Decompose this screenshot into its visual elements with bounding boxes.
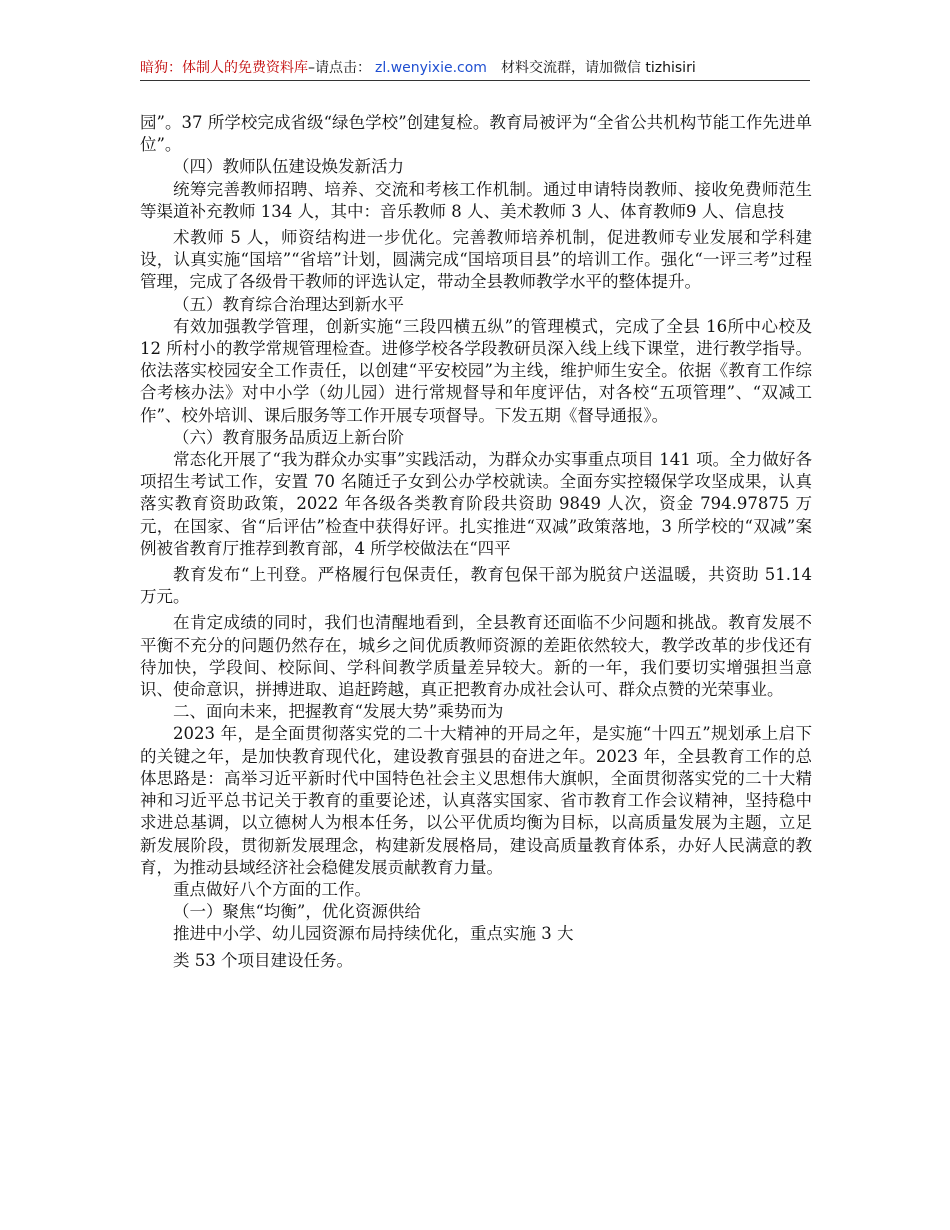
paragraph: 常态化开展了“我为群众办实事”实践活动，为群众办实事重点项目 141 项。全力做好各项招生考试工作，安置 70 名随迁子女到公办学校就读。全面夯实控辍保学攻坚成果，认真落实教育资助政策，2022 年各级各类教育阶段共资助 9849 人次，资金 794.97875 万元，在国家、省“后评估”检查中获得好评。扎实推进“双减”政策落地，3 所学校的“双减”案例被省教育厅推荐到教育部，4 所学校做法在“四平 <box>140 450 812 558</box>
section-heading-part-2: 二、面向未来，把握教育“发展大势”乘势而为 <box>173 702 504 722</box>
subsection-heading-1: （一）聚焦“均衡”，优化资源供给 <box>173 902 421 922</box>
paragraph: 重点做好八个方面的工作。 <box>173 879 371 899</box>
document-body <box>140 112 812 972</box>
paragraph: 有效加强教学管理，创新实施“三段四横五纵”的管理模式，完成了全县 16所中心校及 12 所村小的教学常规管理检查。进修学校各学段教研员深入线上线下课堂，进行教学指导。依法落实校园安全工作责任，以创建“平安校园”为主线，维护师生安全。依据《教育工作综合考核办法》对中小学（幼儿园）进行常规督导和年度评估，对各校“五项管理”、“双减工作”、校外培训、课后服务等工作开展专项督导。下发五期《督导通报》。 <box>140 316 812 425</box>
header-url-link[interactable]: zl.wenyixie.com <box>375 60 487 76</box>
paragraph: 统筹完善教师招聘、培养、交流和考核工作机制。通过申请特岗教师、接收免费师范生等渠道补充教师 134 人，其中：音乐教师 8 人、美术教师 3 人、体育教师9 人、信息技 <box>140 179 812 221</box>
paragraph: 教育发布“上刊登。严格履行包保责任，教育包保干部为脱贫户送温暖，共资助 51.14 万元。 <box>140 565 812 607</box>
section-heading-5: （五）教育综合治理达到新水平 <box>173 294 404 314</box>
section-heading-6: （六）教育服务品质迈上新台阶 <box>173 427 404 447</box>
paragraph: 术教师 5 人，师资结构进一步优化。完善教师培养机制，促进教师专业发展和学科建设，认真实施“国培”“省培”计划，圆满完成“国培项目县”的培训工作。强化“一评三考”过程管理，完成了各级骨干教师的评选认定，带动全县教师教学水平的整体提升。 <box>140 228 812 292</box>
header-prompt: –请点击： <box>308 60 371 76</box>
paragraph: 类 53 个项目建设任务。 <box>173 950 353 970</box>
paragraph: 2023 年，是全面贯彻落实党的二十大精神的开局之年，是实施“十四五”规划承上启下的关键之年，是加快教育现代化，建设教育强县的奋进之年。2023 年，全县教育工作的总体思路是：高举习近平新时代中国特色社会主义思想伟大旗帜，全面贯彻落实党的二十大精神和习近平总书记关于教育的重要论述，认真落实国家、省市教育工作会议精神，坚持稳中求进总基调，以立德树人为根本任务，以公平优质均衡为目标，以高质量发展为主题，立足新发展阶段，贯彻新发展理念，构建新发展格局，建设高质量教育体系，办好人民满意的教育，为推动县域经济社会稳健发展贡献教育力量。 <box>140 724 812 877</box>
header-contact: 材料交流群，请加微信 tizhisiri <box>500 60 696 76</box>
section-heading-4: （四）教师队伍建设焕发新活力 <box>173 157 404 177</box>
header-brand: 暗狗：体制人的免费资料库 <box>140 60 308 76</box>
paragraph-continuation: 园”。37 所学校完成省级“绿色学校”创建复检。教育局被评为“全省公共机构节能工作先进单位”。 <box>140 113 812 155</box>
paragraph: 推进中小学、幼儿园资源布局持续优化，重点实施 3 大 <box>173 924 574 944</box>
page-header <box>140 56 810 81</box>
paragraph: 在肯定成绩的同时，我们也清醒地看到，全县教育还面临不少问题和挑战。教育发展不平衡不充分的问题仍然存在，城乡之间优质教师资源的差距依然较大，教学改革的步伐还有待加快，学段间、校际间、学科间教学质量差异较大。新的一年，我们要切实增强担当意识、使命意识，拼搏进取、追赶跨越，真正把教育办成社会认可、群众点赞的光荣事业。 <box>140 613 812 700</box>
